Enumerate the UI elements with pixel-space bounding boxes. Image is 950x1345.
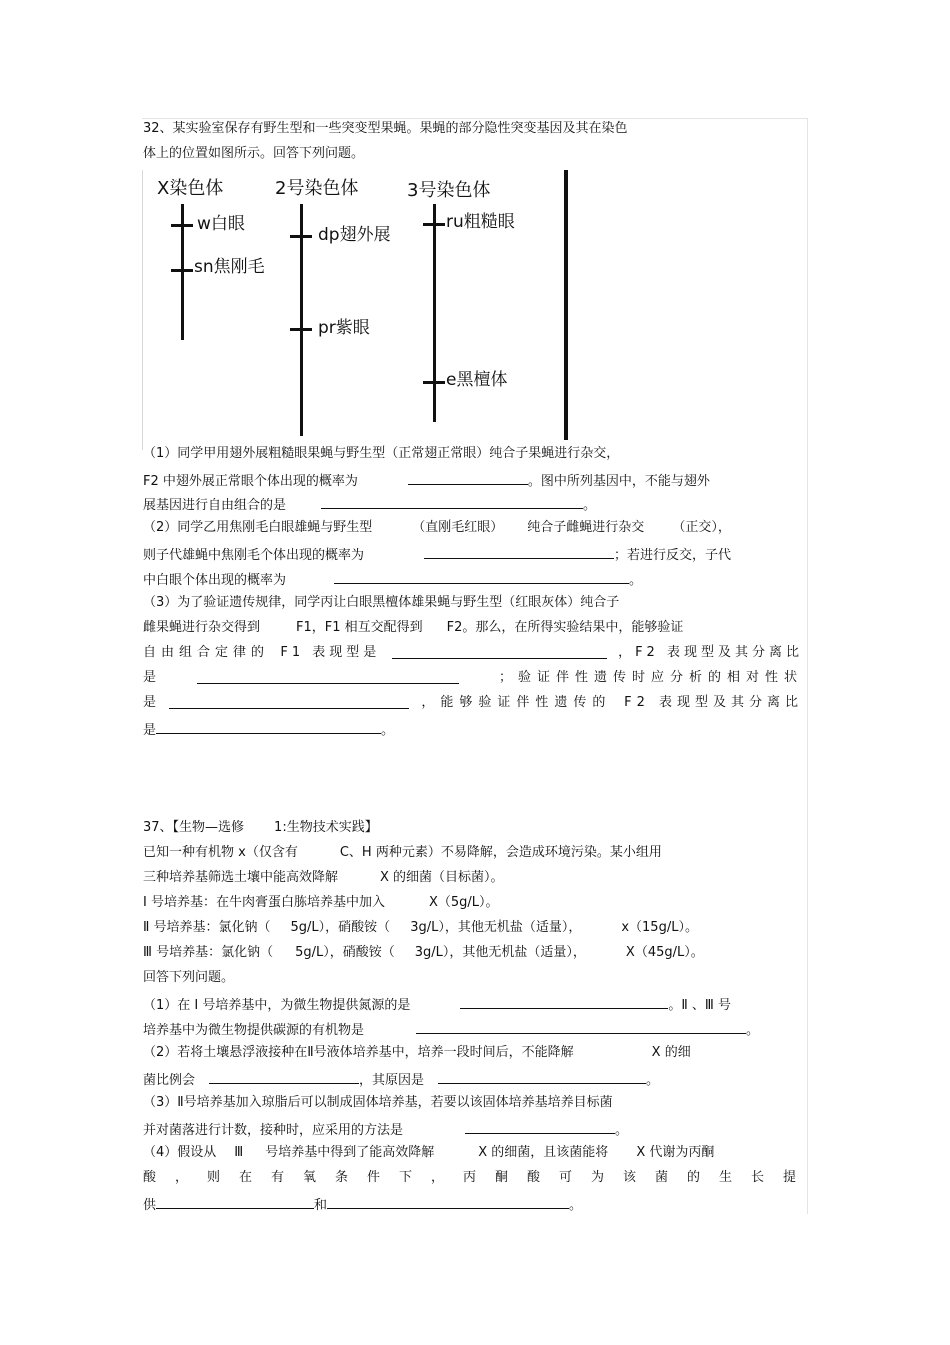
- q32-p3-line3: 自由组合定律的 F1 表现型是 ，F2 表现型及其分离比: [143, 645, 803, 660]
- q37-a2-line2: 菌比例会 ，其原因是 。: [143, 1069, 659, 1090]
- q32-p3-line6: 是 。: [143, 719, 394, 740]
- gene-pr-tick: [290, 328, 312, 331]
- answer-blank-8[interactable]: [156, 719, 381, 734]
- q37-medium-2: Ⅱ 号培养基：氯化钠（ 5g/L），硝酸铵（ 3g/L），其他无机盐（适量）， x（15g/L）。: [143, 920, 698, 935]
- q37-a3-line1: （3）Ⅱ号培养基加入琼脂后可以制成固体培养基，若要以该固体培养基培养目标菌: [143, 1095, 613, 1110]
- chromosome-x-label: X染色体: [157, 178, 224, 199]
- q37-a1-line2: 培养基中为微生物提供碳源的有机物是 。: [143, 1019, 759, 1040]
- gene-sn-label: sn焦刚毛: [194, 257, 265, 277]
- gene-e-label: e黑檀体: [446, 370, 508, 390]
- answer-blank-13[interactable]: [465, 1119, 615, 1134]
- answer-blank-9[interactable]: [460, 994, 668, 1009]
- q32-p1-line3: 展基因进行自由组合的是 。: [143, 494, 596, 515]
- q37-title: 37、【生物—选修 1:生物技术实践】: [143, 820, 378, 835]
- gene-ru-tick: [423, 223, 445, 226]
- q32-p2-line2: 则子代雄蝇中焦刚毛个体出现的概率为 ；若进行反交，子代: [143, 544, 731, 565]
- q37-ask: 回答下列问题。: [143, 970, 235, 985]
- q37-a1-line1: （1）在 Ⅰ 号培养基中，为微生物提供氮源的是 。Ⅱ 、Ⅲ 号: [143, 994, 731, 1015]
- q32-p3-line4: 是 ；验证伴性遗传时应分析的相对性状: [143, 670, 803, 685]
- chromosome-2-label: 2号染色体: [275, 178, 359, 199]
- q37-a3-line2: 并对菌落进行计数，接种时，应采用的方法是 。: [143, 1119, 628, 1140]
- answer-blank-11[interactable]: [209, 1069, 359, 1084]
- answer-blank-12[interactable]: [438, 1069, 646, 1084]
- q37-a4-line3: 供 和 。: [143, 1194, 582, 1215]
- q37-a4-line1: （4）假设从 Ⅲ 号培养基中得到了能高效降解 X 的细菌，且该菌能将 X 代谢为丙酮: [143, 1145, 715, 1160]
- gene-ru-label: ru粗糙眼: [446, 212, 515, 232]
- q37-a4-line2: 酸，则在有氧条件下，丙酮酸可为该菌的生长提: [143, 1170, 816, 1185]
- q37-a2-line1: （2）若将土壤悬浮液接种在Ⅱ号液体培养基中，培养一段时间后，不能降解 X 的细: [143, 1045, 691, 1060]
- q37-medium-3: Ⅲ 号培养基：氯化钠（ 5g/L），硝酸铵（ 3g/L），其他无机盐（适量）， X（45g/L）。: [143, 945, 704, 960]
- answer-blank-7[interactable]: [169, 694, 409, 709]
- chromosome-figure: [143, 168, 573, 440]
- chromosome-2-line: [300, 204, 303, 436]
- chromosome-3-label: 3号染色体: [407, 180, 491, 201]
- gene-w-tick: [171, 224, 193, 227]
- q32-p3-line2: 雌果蝇进行杂交得到 F1，F1 相互交配得到 F2。那么，在所得实验结果中，能够验证: [143, 620, 684, 635]
- answer-blank-2[interactable]: [321, 494, 583, 509]
- answer-blank-4[interactable]: [334, 569, 629, 584]
- gene-pr-label: pr紫眼: [318, 318, 370, 338]
- figure-right-border: [564, 170, 568, 440]
- gene-e-tick: [423, 381, 445, 384]
- q32-p2-line3: 中白眼个体出现的概率为 。: [143, 569, 642, 590]
- q32-p1-line2: F2 中翅外展正常眼个体出现的概率为 。图中所列基因中，不能与翅外: [143, 470, 710, 491]
- q32-intro-line1: 32、某实验室保存有野生型和一些突变型果蝇。果蝇的部分隐性突变基因及其在染色: [143, 121, 628, 136]
- answer-blank-6[interactable]: [197, 669, 459, 684]
- chromosome-3-line: [433, 204, 436, 422]
- gene-w-label: w白眼: [197, 214, 245, 234]
- q32-p3-line5: 是 ，能够验证伴性遗传的 F2 表现型及其分离比: [143, 695, 803, 710]
- q37-medium-1: Ⅰ 号培养基：在牛肉膏蛋白胨培养基中加入 X（5g/L）。: [143, 895, 499, 910]
- answer-blank-3[interactable]: [424, 544, 614, 559]
- answer-blank-5[interactable]: [392, 644, 607, 659]
- q37-line1: 已知一种有机物 x（仅含有 C、H 两种元素）不易降解，会造成环境污染。某小组用: [143, 845, 662, 860]
- answer-blank-15[interactable]: [327, 1194, 569, 1209]
- q32-p3-line1: （3）为了验证遗传规律，同学丙让白眼黑檀体雄果蝇与野生型（红眼灰体）纯合子: [143, 595, 620, 610]
- answer-blank-10[interactable]: [416, 1019, 746, 1034]
- answer-blank-14[interactable]: [156, 1194, 314, 1209]
- q32-intro-line2: 体上的位置如图所示。回答下列问题。: [143, 146, 365, 161]
- gene-dp-label: dp翅外展: [318, 225, 391, 245]
- q37-line2: 三种培养基筛选土壤中能高效降解 X 的细菌（目标菌）。: [143, 870, 504, 885]
- gene-sn-tick: [171, 269, 193, 272]
- gene-dp-tick: [290, 235, 312, 238]
- answer-blank-1[interactable]: [408, 470, 528, 485]
- q32-p1-line1: （1）同学甲用翅外展粗糙眼果蝇与野生型（正常翅正常眼）纯合子果蝇进行杂交，: [143, 446, 620, 461]
- q32-p2-line1: （2）同学乙用焦刚毛白眼雄蝇与野生型 （直刚毛红眼） 纯合子雌蝇进行杂交 （正交），: [143, 520, 731, 535]
